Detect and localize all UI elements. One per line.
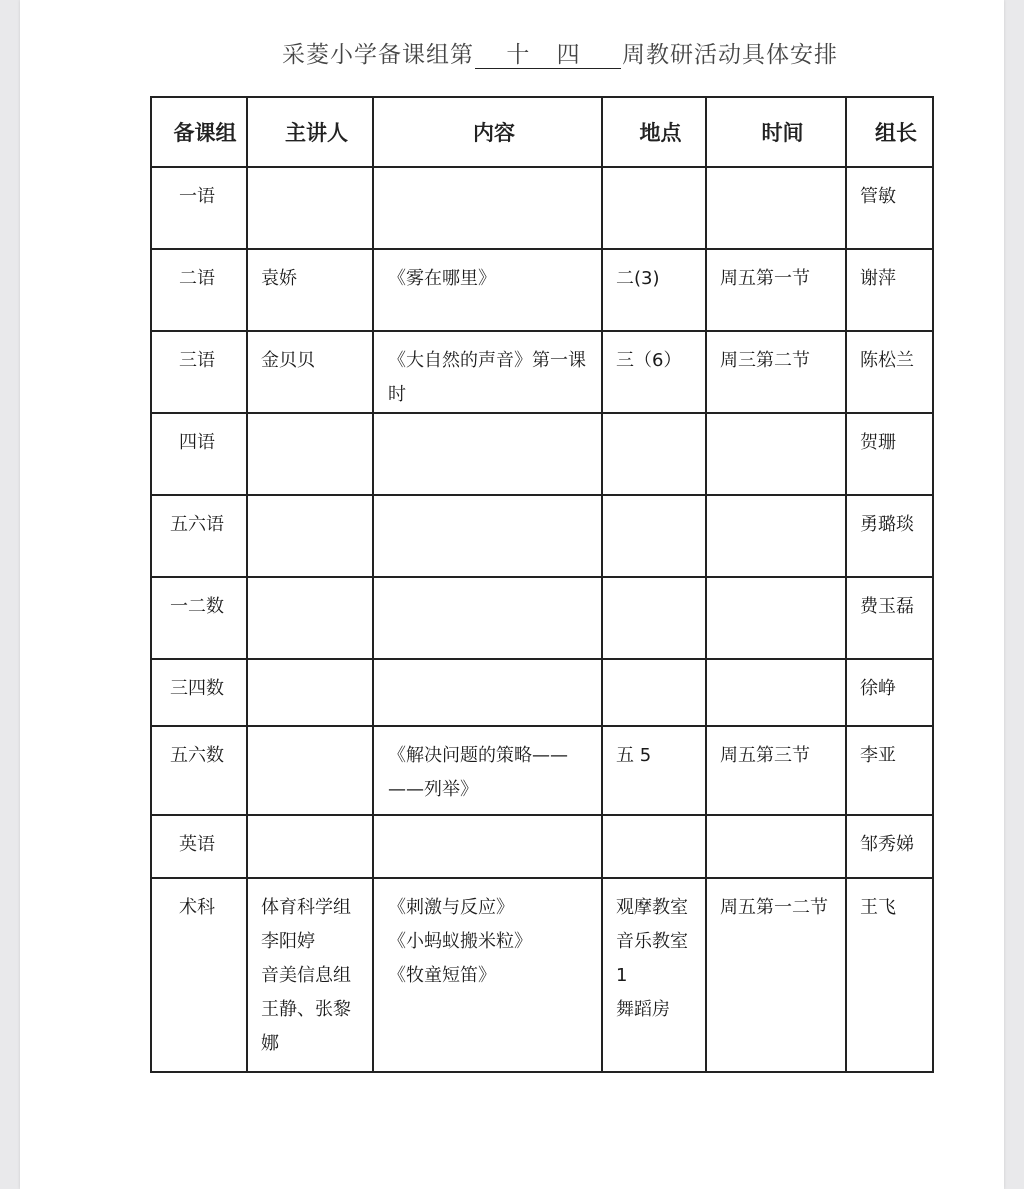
place-cell xyxy=(602,249,706,331)
speaker-line: 娜 xyxy=(261,1033,279,1054)
header-group: 备课组 xyxy=(151,97,247,167)
time-cell xyxy=(706,815,846,878)
content-cell xyxy=(373,331,602,413)
place-cell xyxy=(602,815,706,878)
group-cell: 三四数 xyxy=(151,659,247,726)
time-cell: 周五第三节 xyxy=(706,726,846,815)
content-cell xyxy=(373,495,602,577)
document-page xyxy=(20,0,1004,1189)
speaker-cell xyxy=(247,878,373,1072)
schedule-table xyxy=(150,96,934,1073)
table-row xyxy=(151,878,933,1072)
place-line: 三（6） xyxy=(616,350,682,371)
page-title xyxy=(282,36,838,69)
group-cell: 一语 xyxy=(151,167,247,249)
leader-cell: 管敏 xyxy=(846,167,933,249)
table-row xyxy=(151,249,933,331)
header-place: 地点 xyxy=(602,97,706,167)
speaker-line: 李阳婷 xyxy=(261,931,315,952)
speaker-cell xyxy=(247,815,373,878)
leader-cell: 王飞 xyxy=(846,878,933,1072)
content-line: 《刺激与反应》 xyxy=(388,897,514,918)
leader-cell: 徐峥 xyxy=(846,659,933,726)
group-cell: 一二数 xyxy=(151,577,247,659)
place-line: 舞蹈房 xyxy=(616,999,670,1020)
leader-cell: 李亚 xyxy=(846,726,933,815)
content-cell xyxy=(373,249,602,331)
place-cell xyxy=(602,413,706,495)
table-row xyxy=(151,167,933,249)
place-cell xyxy=(602,577,706,659)
header-content: 内容 xyxy=(373,97,602,167)
speaker-cell xyxy=(247,726,373,815)
speaker-line: 金贝贝 xyxy=(261,350,315,371)
table-row xyxy=(151,495,933,577)
content-cell xyxy=(373,815,602,878)
table-row xyxy=(151,659,933,726)
table-row xyxy=(151,815,933,878)
group-cell: 三语 xyxy=(151,331,247,413)
time-cell xyxy=(706,495,846,577)
group-cell: 五六语 xyxy=(151,495,247,577)
group-cell: 英语 xyxy=(151,815,247,878)
speaker-cell xyxy=(247,167,373,249)
place-line: 五 5 xyxy=(616,745,652,766)
place-line: 1 xyxy=(616,965,628,986)
header-leader: 组长 xyxy=(846,97,933,167)
speaker-line: 王静、张黎 xyxy=(261,999,351,1020)
leader-cell: 勇璐琰 xyxy=(846,495,933,577)
place-cell xyxy=(602,878,706,1072)
header-time: 时间 xyxy=(706,97,846,167)
speaker-cell xyxy=(247,413,373,495)
content-cell xyxy=(373,577,602,659)
table-row xyxy=(151,331,933,413)
place-cell xyxy=(602,726,706,815)
speaker-cell xyxy=(247,577,373,659)
table-row xyxy=(151,577,933,659)
place-cell xyxy=(602,331,706,413)
leader-cell: 邹秀娣 xyxy=(846,815,933,878)
content-cell xyxy=(373,413,602,495)
content-cell xyxy=(373,878,602,1072)
group-cell: 术科 xyxy=(151,878,247,1072)
group-cell: 四语 xyxy=(151,413,247,495)
content-cell xyxy=(373,726,602,815)
time-cell xyxy=(706,167,846,249)
group-cell: 二语 xyxy=(151,249,247,331)
place-cell xyxy=(602,167,706,249)
leader-cell: 贺珊 xyxy=(846,413,933,495)
place-line: 观摩教室 xyxy=(616,897,688,918)
week-number-blank xyxy=(475,42,621,69)
content-line: 《牧童短笛》 xyxy=(388,965,496,986)
time-cell: 周三第二节 xyxy=(706,331,846,413)
time-cell xyxy=(706,413,846,495)
time-cell xyxy=(706,577,846,659)
leader-cell: 谢萍 xyxy=(846,249,933,331)
header-row xyxy=(151,97,933,167)
title-prefix: 采菱小学备课组第 xyxy=(282,42,474,68)
table-row xyxy=(151,726,933,815)
week-number: 十 四 xyxy=(506,42,590,68)
time-cell: 周五第一二节 xyxy=(706,878,846,1072)
speaker-line: 音美信息组 xyxy=(261,965,351,986)
place-line: 音乐教室 xyxy=(616,931,688,952)
header-speaker: 主讲人 xyxy=(247,97,373,167)
table-body xyxy=(151,167,933,1072)
content-cell xyxy=(373,167,602,249)
content-line: 《小蚂蚁搬米粒》 xyxy=(388,931,532,952)
place-line: 二(3) xyxy=(616,268,660,289)
content-line: 《解决问题的策略—— xyxy=(388,745,568,766)
leader-cell: 陈松兰 xyxy=(846,331,933,413)
title-suffix: 周教研活动具体安排 xyxy=(622,42,838,68)
content-line: 《雾在哪里》 xyxy=(388,268,496,289)
speaker-cell xyxy=(247,249,373,331)
time-cell: 周五第一节 xyxy=(706,249,846,331)
time-cell xyxy=(706,659,846,726)
place-cell xyxy=(602,659,706,726)
table-row xyxy=(151,413,933,495)
place-cell xyxy=(602,495,706,577)
speaker-cell xyxy=(247,659,373,726)
speaker-line: 体育科学组 xyxy=(261,897,351,918)
content-line: ——列举》 xyxy=(388,779,478,800)
speaker-cell xyxy=(247,331,373,413)
speaker-cell xyxy=(247,495,373,577)
content-cell xyxy=(373,659,602,726)
leader-cell: 费玉磊 xyxy=(846,577,933,659)
content-line: 《大自然的声音》第一课时 xyxy=(388,350,586,405)
speaker-line: 袁娇 xyxy=(261,268,297,289)
group-cell: 五六数 xyxy=(151,726,247,815)
